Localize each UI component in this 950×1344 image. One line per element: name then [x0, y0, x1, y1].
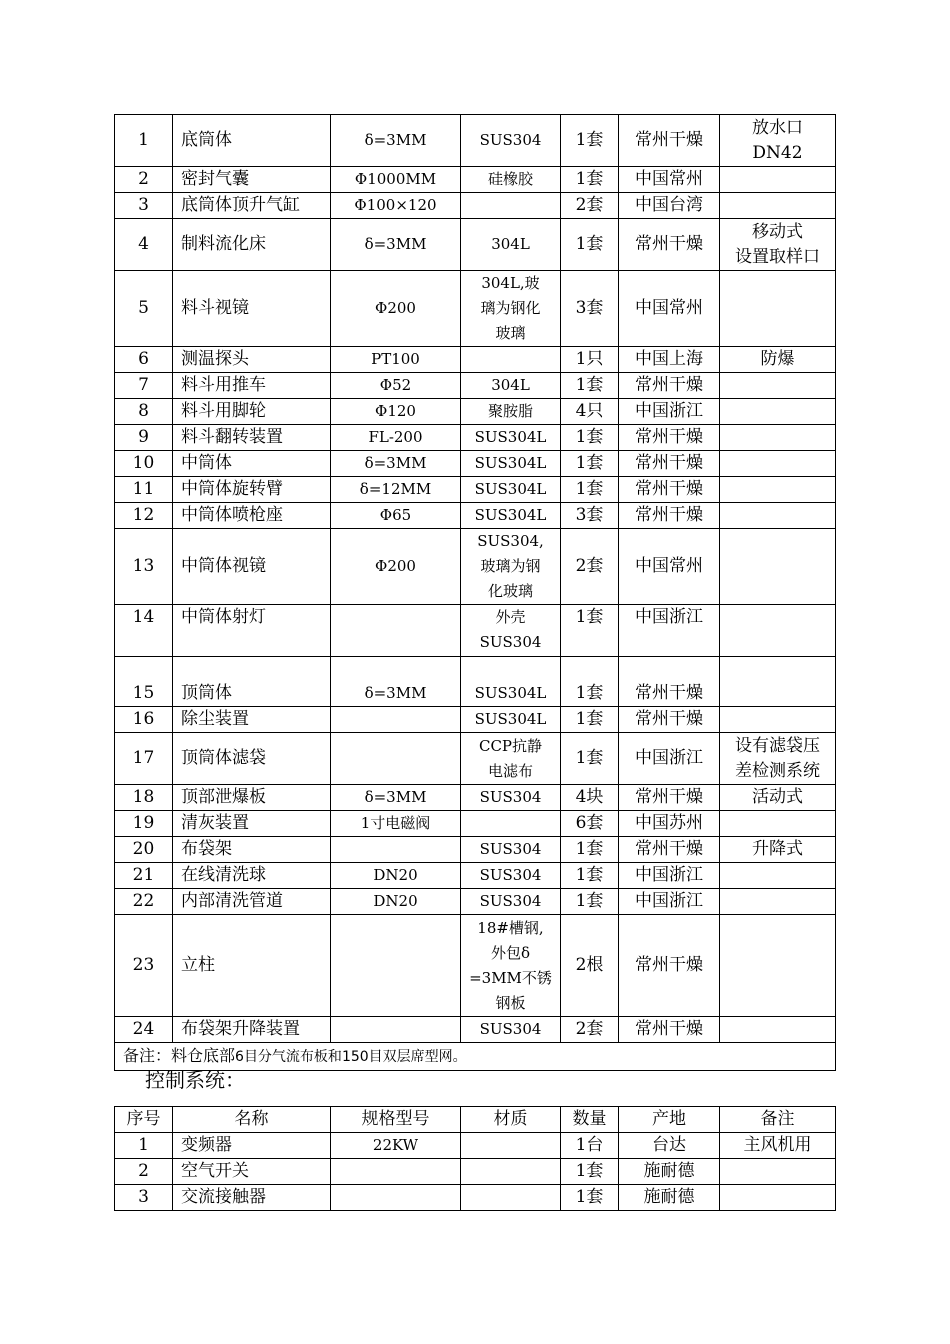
control-cell-name: 变频器: [173, 1133, 331, 1159]
equipment-cell-name: 中筒体: [173, 451, 331, 477]
equipment-cell-name: 顶部泄爆板: [173, 785, 331, 811]
control-cell-qty: 1套: [561, 1185, 619, 1211]
control-cell-material: [461, 1159, 561, 1185]
equipment-row: [115, 837, 836, 863]
control-cell-spec: [331, 1159, 461, 1185]
equipment-cell-material: SUS304, 玻璃为钢 化玻璃: [461, 529, 561, 605]
equipment-cell-no: 16: [115, 707, 173, 733]
equipment-cell-name: 清灰装置: [173, 811, 331, 837]
equipment-cell-qty: 1套: [561, 477, 619, 503]
equipment-cell-name: 料斗视镜: [173, 271, 331, 347]
equipment-cell-spec: PT100: [331, 347, 461, 373]
equipment-cell-origin: 中国浙江: [619, 399, 720, 425]
equipment-row: [115, 811, 836, 837]
equipment-row: [115, 399, 836, 425]
equipment-cell-no: 19: [115, 811, 173, 837]
equipment-cell-no: 15: [115, 657, 173, 707]
equipment-cell-no: 22: [115, 889, 173, 915]
equipment-cell-spec: [331, 733, 461, 785]
equipment-cell-no: 7: [115, 373, 173, 399]
control-row: [115, 1133, 836, 1159]
equipment-table-body: [115, 115, 836, 1043]
equipment-row: [115, 193, 836, 219]
equipment-cell-qty: 2套: [561, 1017, 619, 1043]
equipment-cell-spec: FL-200: [331, 425, 461, 451]
equipment-cell-name: 布袋架: [173, 837, 331, 863]
equipment-row: [115, 477, 836, 503]
header-no: 序号: [115, 1107, 173, 1133]
equipment-cell-remark: [720, 425, 836, 451]
equipment-cell-remark: [720, 707, 836, 733]
control-cell-name: 空气开关: [173, 1159, 331, 1185]
note-num2: 150: [341, 1049, 369, 1065]
equipment-cell-qty: 4只: [561, 399, 619, 425]
equipment-cell-remark: [720, 529, 836, 605]
note-num1: 6: [235, 1049, 244, 1065]
equipment-cell-name: 除尘装置: [173, 707, 331, 733]
equipment-cell-name: 测温探头: [173, 347, 331, 373]
equipment-cell-qty: 1套: [561, 707, 619, 733]
equipment-cell-origin: 常州干燥: [619, 915, 720, 1017]
equipment-cell-origin: 中国浙江: [619, 605, 720, 657]
control-system-table: [114, 1106, 836, 1211]
control-row: [115, 1159, 836, 1185]
control-cell-spec: [331, 1185, 461, 1211]
equipment-cell-remark: [720, 889, 836, 915]
equipment-cell-qty: 3套: [561, 503, 619, 529]
equipment-cell-name: 内部清洗管道: [173, 889, 331, 915]
equipment-row: [115, 605, 836, 657]
equipment-cell-name: 中筒体射灯: [173, 605, 331, 657]
equipment-cell-spec: δ=3MM: [331, 785, 461, 811]
equipment-cell-spec: Φ200: [331, 271, 461, 347]
control-cell-spec: 22KW: [331, 1133, 461, 1159]
control-cell-qty: 1套: [561, 1159, 619, 1185]
equipment-cell-name: 中筒体视镜: [173, 529, 331, 605]
equipment-cell-qty: 1套: [561, 889, 619, 915]
equipment-cell-remark: [720, 271, 836, 347]
equipment-cell-qty: 1套: [561, 167, 619, 193]
equipment-cell-no: 18: [115, 785, 173, 811]
control-cell-no: 3: [115, 1185, 173, 1211]
equipment-cell-remark: 设有滤袋压 差检测系统: [720, 733, 836, 785]
header-remark: 备注: [720, 1107, 836, 1133]
equipment-cell-remark: [720, 605, 836, 657]
equipment-row: [115, 115, 836, 167]
equipment-cell-qty: 1套: [561, 605, 619, 657]
equipment-cell-origin: 常州干燥: [619, 373, 720, 399]
equipment-cell-spec: Φ1000MM: [331, 167, 461, 193]
equipment-row: [115, 167, 836, 193]
equipment-cell-qty: 1只: [561, 347, 619, 373]
equipment-cell-material: 304L: [461, 219, 561, 271]
equipment-cell-name: 中筒体旋转臂: [173, 477, 331, 503]
equipment-cell-no: 6: [115, 347, 173, 373]
equipment-row: [115, 425, 836, 451]
equipment-cell-remark: [720, 399, 836, 425]
note-suffix: 目双层席型网。: [368, 1049, 467, 1065]
equipment-cell-no: 20: [115, 837, 173, 863]
control-cell-no: 1: [115, 1133, 173, 1159]
equipment-cell-material: SUS304L: [461, 451, 561, 477]
equipment-cell-origin: 常州干燥: [619, 707, 720, 733]
equipment-cell-origin: 常州干燥: [619, 1017, 720, 1043]
equipment-cell-name: 立柱: [173, 915, 331, 1017]
equipment-cell-material: 硅橡胶: [461, 167, 561, 193]
equipment-cell-spec: Φ52: [331, 373, 461, 399]
equipment-cell-spec: [331, 707, 461, 733]
equipment-cell-name: 在线清洗球: [173, 863, 331, 889]
equipment-cell-qty: 1套: [561, 837, 619, 863]
equipment-row: [115, 889, 836, 915]
control-table-body: [115, 1133, 836, 1211]
control-cell-remark: [720, 1159, 836, 1185]
control-table-header-row: [115, 1107, 836, 1133]
equipment-cell-origin: 常州干燥: [619, 425, 720, 451]
equipment-cell-no: 3: [115, 193, 173, 219]
equipment-cell-qty: 6套: [561, 811, 619, 837]
equipment-cell-remark: [720, 451, 836, 477]
equipment-row: [115, 503, 836, 529]
equipment-cell-name: 中筒体喷枪座: [173, 503, 331, 529]
equipment-cell-material: SUS304: [461, 1017, 561, 1043]
equipment-cell-spec: DN20: [331, 889, 461, 915]
equipment-cell-spec: [331, 605, 461, 657]
section-heading: 控制系统：: [145, 1068, 245, 1092]
equipment-cell-no: 14: [115, 605, 173, 657]
equipment-cell-remark: [720, 863, 836, 889]
equipment-cell-origin: 常州干燥: [619, 837, 720, 863]
equipment-cell-remark: [720, 811, 836, 837]
equipment-cell-origin: 常州干燥: [619, 219, 720, 271]
control-cell-name: 交流接触器: [173, 1185, 331, 1211]
equipment-cell-spec: Φ65: [331, 503, 461, 529]
equipment-cell-material: 聚胺脂: [461, 399, 561, 425]
equipment-cell-remark: [720, 1017, 836, 1043]
header-qty: 数量: [561, 1107, 619, 1133]
equipment-cell-origin: 中国常州: [619, 529, 720, 605]
equipment-cell-spec: δ=3MM: [331, 115, 461, 167]
equipment-cell-qty: 1套: [561, 219, 619, 271]
equipment-cell-material: SUS304L: [461, 503, 561, 529]
equipment-cell-spec: Φ120: [331, 399, 461, 425]
equipment-cell-no: 23: [115, 915, 173, 1017]
equipment-cell-spec: [331, 837, 461, 863]
equipment-row: [115, 219, 836, 271]
header-spec: 规格型号: [331, 1107, 461, 1133]
control-cell-origin: 施耐德: [619, 1185, 720, 1211]
equipment-row: [115, 347, 836, 373]
control-cell-qty: 1台: [561, 1133, 619, 1159]
equipment-cell-origin: 常州干燥: [619, 451, 720, 477]
equipment-cell-no: 8: [115, 399, 173, 425]
equipment-cell-qty: 2套: [561, 529, 619, 605]
equipment-cell-origin: 常州干燥: [619, 657, 720, 707]
equipment-cell-material: SUS304: [461, 785, 561, 811]
equipment-cell-no: 17: [115, 733, 173, 785]
equipment-cell-origin: 中国苏州: [619, 811, 720, 837]
equipment-row: [115, 707, 836, 733]
equipment-cell-origin: 中国台湾: [619, 193, 720, 219]
equipment-cell-origin: 中国浙江: [619, 889, 720, 915]
equipment-cell-remark: [720, 193, 836, 219]
equipment-cell-material: CCP抗静 电滤布: [461, 733, 561, 785]
equipment-cell-material: SUS304L: [461, 477, 561, 503]
equipment-cell-remark: 移动式 设置取样口: [720, 219, 836, 271]
equipment-cell-spec: δ=3MM: [331, 657, 461, 707]
equipment-cell-no: 5: [115, 271, 173, 347]
equipment-cell-remark: 活动式: [720, 785, 836, 811]
control-cell-origin: 施耐德: [619, 1159, 720, 1185]
equipment-cell-no: 11: [115, 477, 173, 503]
equipment-cell-name: 底筒体顶升气缸: [173, 193, 331, 219]
equipment-cell-no: 4: [115, 219, 173, 271]
equipment-cell-remark: 防爆: [720, 347, 836, 373]
header-name: 名称: [173, 1107, 331, 1133]
control-cell-remark: [720, 1185, 836, 1211]
equipment-cell-no: 13: [115, 529, 173, 605]
equipment-cell-origin: 常州干燥: [619, 115, 720, 167]
equipment-cell-no: 2: [115, 167, 173, 193]
control-cell-origin: 台达: [619, 1133, 720, 1159]
equipment-cell-name: 密封气囊: [173, 167, 331, 193]
equipment-cell-material: SUS304: [461, 837, 561, 863]
equipment-cell-remark: 放水口 DN42: [720, 115, 836, 167]
equipment-row: [115, 863, 836, 889]
equipment-cell-qty: 2套: [561, 193, 619, 219]
equipment-cell-origin: 中国上海: [619, 347, 720, 373]
equipment-cell-qty: 4块: [561, 785, 619, 811]
control-cell-remark: 主风机用: [720, 1133, 836, 1159]
equipment-cell-origin: 常州干燥: [619, 503, 720, 529]
equipment-cell-name: 料斗用推车: [173, 373, 331, 399]
equipment-cell-remark: [720, 167, 836, 193]
equipment-cell-name: 顶筒体: [173, 657, 331, 707]
equipment-cell-qty: 2根: [561, 915, 619, 1017]
equipment-cell-origin: 中国浙江: [619, 863, 720, 889]
control-cell-material: [461, 1133, 561, 1159]
equipment-cell-name: 制料流化床: [173, 219, 331, 271]
equipment-cell-spec: [331, 1017, 461, 1043]
equipment-cell-spec: δ=3MM: [331, 451, 461, 477]
note-prefix: 备注：料仓底部: [123, 1046, 236, 1065]
equipment-row: [115, 271, 836, 347]
equipment-row: [115, 373, 836, 399]
equipment-cell-qty: 1套: [561, 863, 619, 889]
header-material: 材质: [461, 1107, 561, 1133]
header-origin: 产地: [619, 1107, 720, 1133]
equipment-row: [115, 529, 836, 605]
equipment-cell-qty: 1套: [561, 451, 619, 477]
control-cell-material: [461, 1185, 561, 1211]
equipment-cell-name: 料斗用脚轮: [173, 399, 331, 425]
equipment-cell-material: [461, 193, 561, 219]
equipment-cell-qty: 1套: [561, 425, 619, 451]
equipment-cell-material: SUS304L: [461, 425, 561, 451]
equipment-cell-material: [461, 811, 561, 837]
equipment-row: [115, 915, 836, 1017]
equipment-cell-spec: [331, 915, 461, 1017]
equipment-cell-remark: [720, 373, 836, 399]
equipment-cell-origin: 中国浙江: [619, 733, 720, 785]
equipment-cell-no: 24: [115, 1017, 173, 1043]
equipment-cell-material: SUS304: [461, 115, 561, 167]
control-cell-no: 2: [115, 1159, 173, 1185]
equipment-cell-qty: 3套: [561, 271, 619, 347]
equipment-cell-no: 21: [115, 863, 173, 889]
equipment-cell-remark: [720, 657, 836, 707]
equipment-cell-spec: 1寸电磁阀: [331, 811, 461, 837]
equipment-cell-no: 9: [115, 425, 173, 451]
equipment-cell-no: 12: [115, 503, 173, 529]
equipment-cell-name: 布袋架升降装置: [173, 1017, 331, 1043]
equipment-cell-name: 料斗翻转装置: [173, 425, 331, 451]
equipment-cell-remark: [720, 915, 836, 1017]
equipment-cell-qty: 1套: [561, 733, 619, 785]
equipment-cell-material: 外壳 SUS304: [461, 605, 561, 657]
equipment-cell-qty: 1套: [561, 657, 619, 707]
equipment-cell-material: SUS304: [461, 863, 561, 889]
equipment-row: [115, 733, 836, 785]
equipment-cell-spec: δ=3MM: [331, 219, 461, 271]
equipment-cell-material: SUS304L: [461, 657, 561, 707]
note-mid: 目分气流布板和: [243, 1049, 342, 1065]
equipment-row: [115, 451, 836, 477]
equipment-cell-spec: Φ200: [331, 529, 461, 605]
equipment-cell-material: [461, 347, 561, 373]
equipment-row: [115, 1017, 836, 1043]
equipment-cell-origin: 常州干燥: [619, 785, 720, 811]
equipment-cell-spec: DN20: [331, 863, 461, 889]
equipment-cell-no: 10: [115, 451, 173, 477]
equipment-cell-qty: 1套: [561, 373, 619, 399]
equipment-cell-remark: 升降式: [720, 837, 836, 863]
equipment-cell-material: 304L: [461, 373, 561, 399]
equipment-cell-remark: [720, 477, 836, 503]
equipment-table: [114, 114, 836, 1071]
equipment-row: [115, 657, 836, 707]
equipment-cell-material: SUS304: [461, 889, 561, 915]
control-row: [115, 1185, 836, 1211]
equipment-cell-origin: 常州干燥: [619, 477, 720, 503]
equipment-cell-origin: 中国常州: [619, 271, 720, 347]
equipment-cell-material: 18#槽钢, 外包δ =3MM不锈 钢板: [461, 915, 561, 1017]
equipment-cell-spec: δ=12MM: [331, 477, 461, 503]
equipment-cell-origin: 中国常州: [619, 167, 720, 193]
equipment-cell-material: 304L,玻 璃为钢化 玻璃: [461, 271, 561, 347]
equipment-cell-name: 底筒体: [173, 115, 331, 167]
equipment-cell-qty: 1套: [561, 115, 619, 167]
equipment-cell-remark: [720, 503, 836, 529]
equipment-cell-spec: Φ100×120: [331, 193, 461, 219]
equipment-cell-no: 1: [115, 115, 173, 167]
equipment-row: [115, 785, 836, 811]
equipment-cell-name: 顶筒体滤袋: [173, 733, 331, 785]
equipment-cell-material: SUS304L: [461, 707, 561, 733]
